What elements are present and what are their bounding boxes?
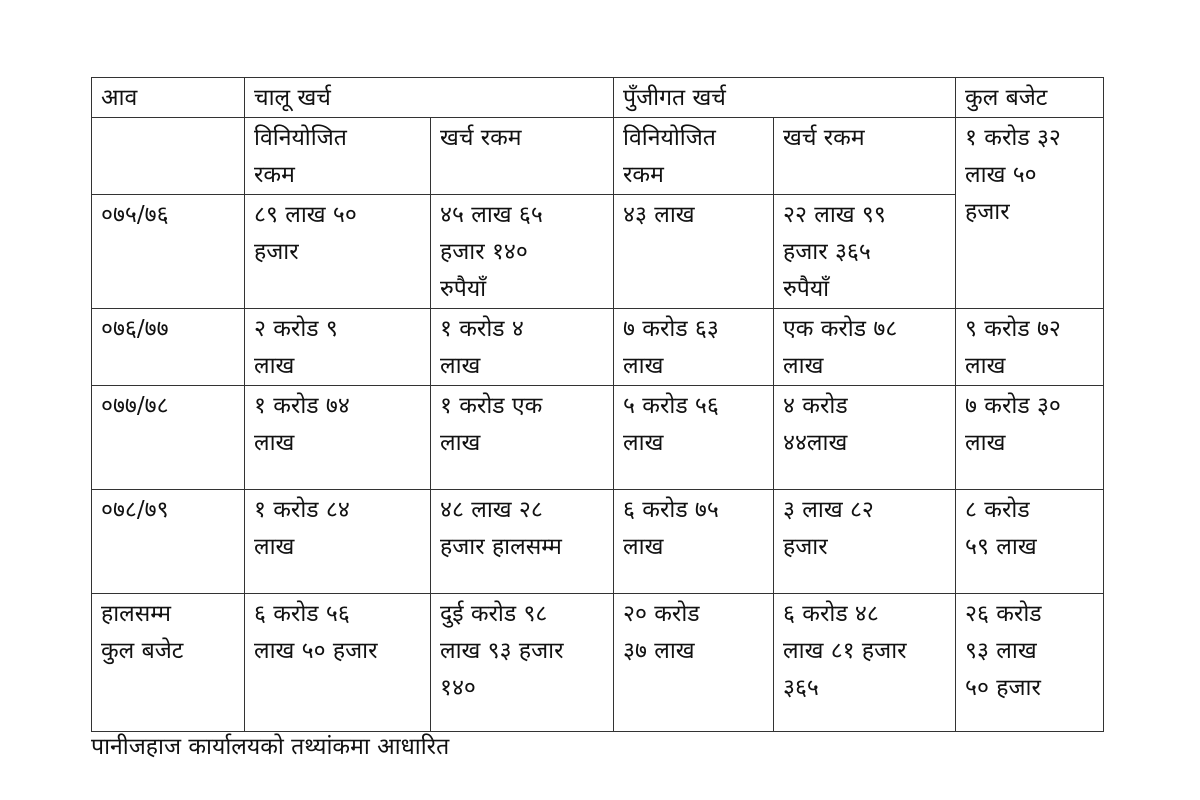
capital-allocated-cell: ६ करोड ७५ लाख [614,490,774,594]
subheader-current-spent: खर्च रकम [431,118,614,195]
header-year: आव [92,78,245,118]
total-cell: ७ करोड ३० लाख [956,386,1104,490]
year-cell: ०७७/७८ [92,386,245,490]
current-spent-cell: १ करोड एक लाख [431,386,614,490]
current-allocated-cell: १ करोड ७४ लाख [245,386,431,490]
capital-spent-cell: ३ लाख ८२ हजार [774,490,956,594]
total-cell: ८ करोड ५९ लाख [956,490,1104,594]
table-row [92,490,1104,594]
year-cell: ०७५/७६ [92,195,245,309]
subheader-current-allocated: विनियोजित रकम [245,118,431,195]
current-spent-cell: दुई करोड ९८ लाख ९३ हजार १४० [431,594,614,732]
subheader-capital-allocated: विनियोजित रकम [614,118,774,195]
total-cell: ९ करोड ७२ लाख [956,309,1104,386]
current-spent-cell: १ करोड ४ लाख [431,309,614,386]
table-row [92,386,1104,490]
total-cell: २६ करोड ९३ लाख ५० हजार [956,594,1104,732]
header-capital-expense: पुँजीगत खर्च [614,78,956,118]
year-cell: ०७६/७७ [92,309,245,386]
capital-allocated-cell: ४३ लाख [614,195,774,309]
subheader-capital-spent: खर्च रकम [774,118,956,195]
current-allocated-cell: ६ करोड ५६ लाख ५० हजार [245,594,431,732]
capital-allocated-cell: ५ करोड ५६ लाख [614,386,774,490]
capital-spent-cell: एक करोड ७८ लाख [774,309,956,386]
capital-spent-cell: ६ करोड ४८ लाख ८१ हजार ३६५ [774,594,956,732]
capital-allocated-cell: ७ करोड ६३ लाख [614,309,774,386]
subheader-row [92,118,1104,195]
budget-table [91,77,1104,732]
current-spent-cell: ४५ लाख ६५ हजार १४० रुपैयाँ [431,195,614,309]
capital-allocated-cell: २० करोड ३७ लाख [614,594,774,732]
total-cell-0: १ करोड ३२ लाख ५० हजार [956,118,1104,309]
current-allocated-cell: १ करोड ८४ लाख [245,490,431,594]
year-cell: हालसम्म कुल बजेट [92,594,245,732]
source-note: पानीजहाज कार्यालयको तथ्यांकमा आधारित [91,734,450,760]
table-row [92,195,1104,309]
current-spent-cell: ४८ लाख २८ हजार हालसम्म [431,490,614,594]
subheader-empty [92,118,245,195]
table-row-total [92,594,1104,732]
header-row [92,78,1104,118]
current-allocated-cell: २ करोड ९ लाख [245,309,431,386]
current-allocated-cell: ८९ लाख ५० हजार [245,195,431,309]
table-row [92,309,1104,386]
header-total-budget: कुल बजेट [956,78,1104,118]
year-cell: ०७८/७९ [92,490,245,594]
header-current-expense: चालू खर्च [245,78,614,118]
capital-spent-cell: ४ करोड ४४लाख [774,386,956,490]
capital-spent-cell: २२ लाख ९९ हजार ३६५ रुपैयाँ [774,195,956,309]
